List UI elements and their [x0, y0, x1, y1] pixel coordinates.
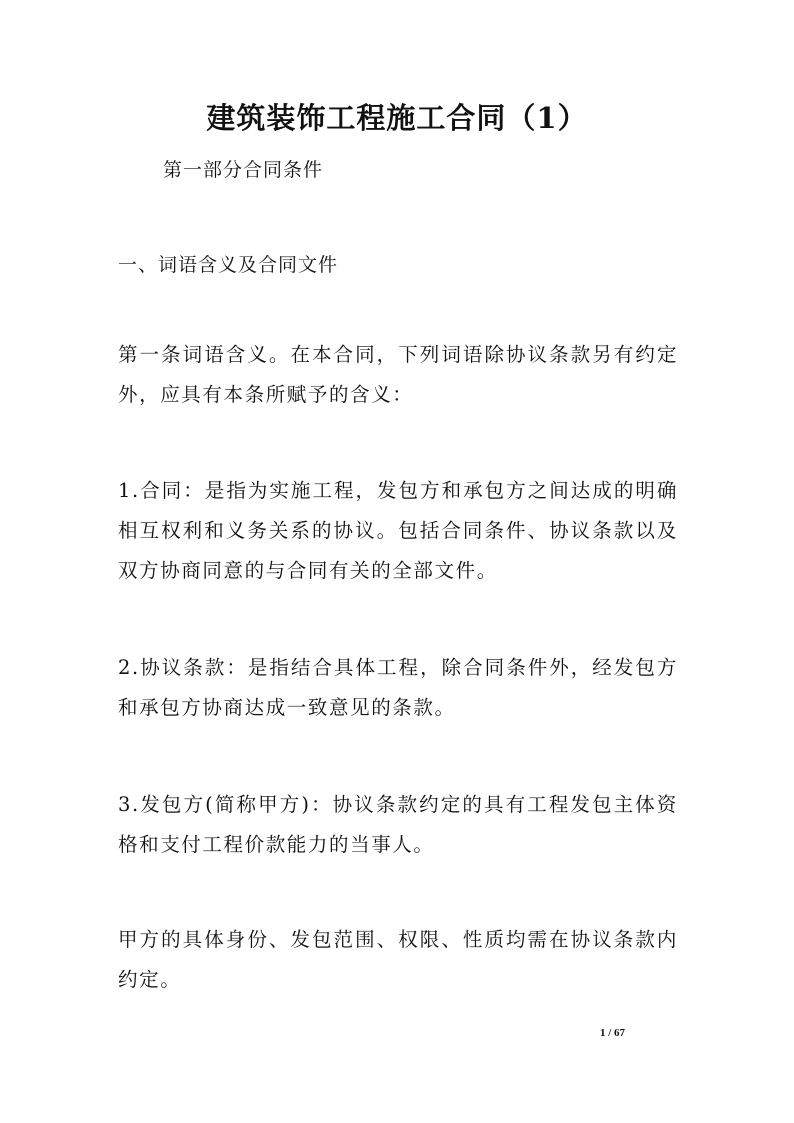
paragraph-article-1: 第一条词语含义。在本合同，下列词语除协议条款另有约定外，应具有本条所赋予的含义： [118, 343, 678, 406]
paragraph-employer-details: 甲方的具体身份、发包范围、权限、性质均需在协议条款内约定。 [118, 928, 678, 991]
section-heading: 一、词语含义及合同文件 [118, 254, 339, 276]
document-title: 建筑装饰工程施工合同（1） [206, 101, 588, 135]
page-number: 1 / 67 [600, 1027, 626, 1039]
paragraph-definition-agreement-terms: 2.协议条款：是指结合具体工程，除合同条件外，经发包方和承包方协商达成一致意见的条款。 [118, 656, 678, 719]
part-heading: 第一部分合同条件 [163, 159, 324, 181]
paragraph-definition-contract: 1.合同：是指为实施工程，发包方和承包方之间达成的明确相互权利和义务关系的协议。包括合同条件、协议条款以及双方协商同意的与合同有关的全部文件。 [118, 479, 678, 582]
paragraph-definition-employer: 3.发包方(简称甲方)：协议条款约定的具有工程发包主体资格和支付工程价款能力的当事人。 [118, 793, 678, 856]
